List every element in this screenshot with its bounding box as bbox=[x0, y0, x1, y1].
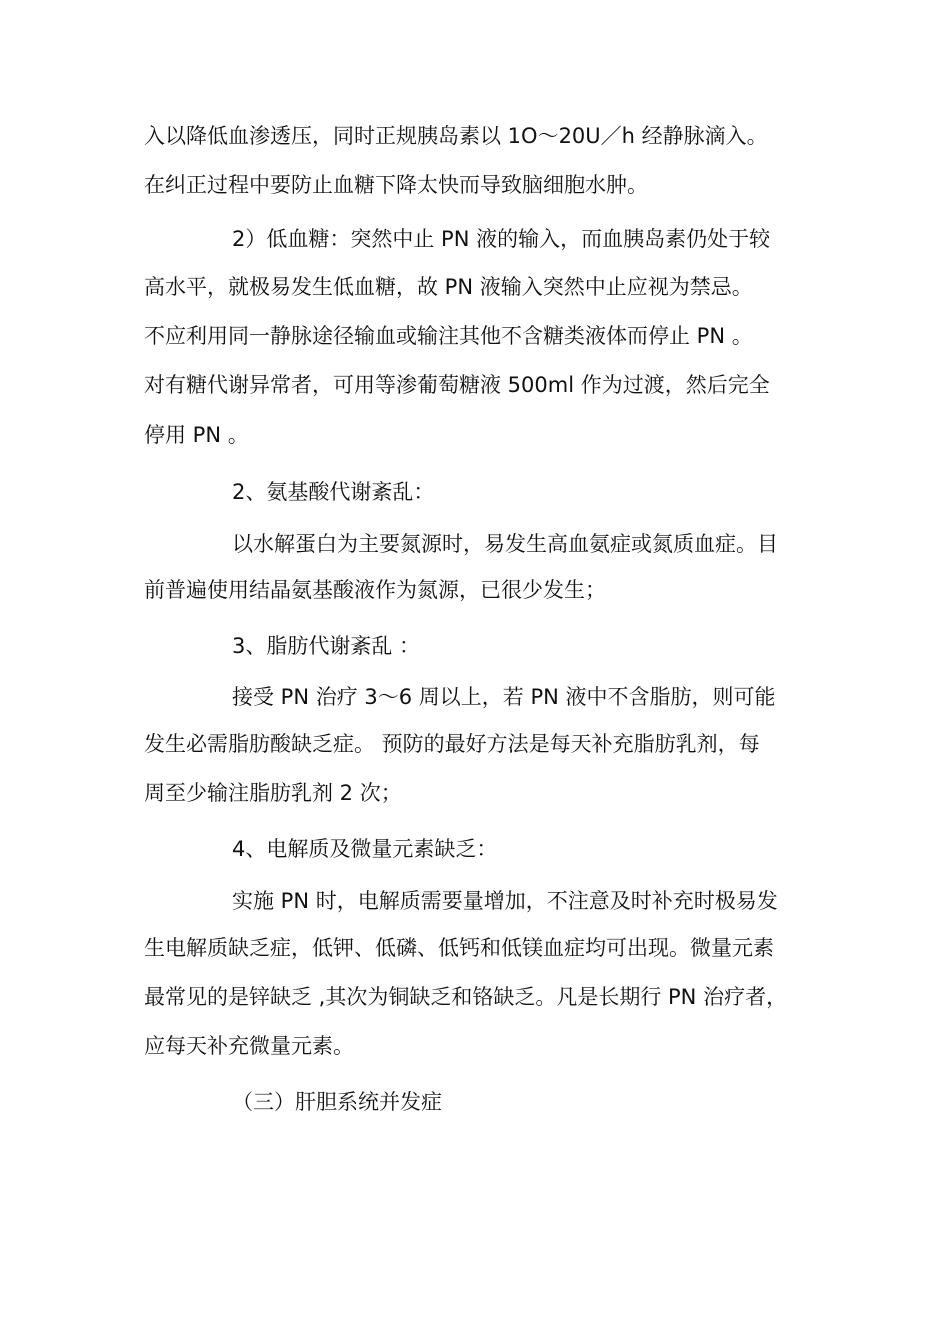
text-line: 前普遍使用结晶氨基酸液作为氮源，已很少发生； bbox=[144, 578, 606, 602]
paragraph-start-line: 接受 PN 治疗 3～6 周以上，若 PN 液中不含脂肪，则可能 bbox=[232, 685, 776, 709]
text-line: 应每天补充微量元素。 bbox=[144, 1034, 354, 1058]
section-heading: 2、氨基酸代谢紊乱： bbox=[232, 480, 435, 504]
paragraph-start-line: 以水解蛋白为主要氮源时，易发生高血氨症或氮质血症。目 bbox=[232, 532, 778, 556]
text-line: 发生必需脂肪酸缺乏症。 预防的最好方法是每天补充脂肪乳剂，每 bbox=[144, 732, 760, 756]
text-line: 在纠正过程中要防止血糖下降太快而导致脑细胞水肿。 bbox=[144, 173, 648, 197]
text-line: 生电解质缺乏症，低钾、低磷、低钙和低镁血症均可出现。微量元素 bbox=[144, 936, 774, 960]
text-line: 停用 PN 。 bbox=[144, 423, 249, 447]
text-line: 周至少输注脂肪乳剂 2 次； bbox=[144, 781, 402, 805]
text-line: 高水平，就极易发生低血糖，故 PN 液输入突然中止应视为禁忌。 bbox=[144, 275, 753, 299]
paragraph-start-line: 实施 PN 时，电解质需要量增加，不注意及时补充时极易发 bbox=[232, 889, 778, 913]
section-heading: 4、电解质及微量元素缺乏： bbox=[232, 837, 498, 861]
text-line: 最常见的是锌缺乏 ,其次为铜缺乏和铬缺乏。凡是长期行 PN 治疗者， bbox=[144, 985, 788, 1009]
text-line: 不应利用同一静脉途径输血或输注其他不含糖类液体而停止 PN 。 bbox=[144, 324, 753, 348]
section-heading: 3、脂肪代谢紊乱 ： bbox=[232, 634, 421, 658]
paragraph-start-line: 2）低血糖：突然中止 PN 液的输入，而血胰岛素仍处于较 bbox=[232, 227, 771, 251]
text-line: 入以降低血渗透压，同时正规胰岛素以 1O～20U／h 经静脉滴入。 bbox=[144, 124, 768, 148]
section-heading: （三）肝胆系统并发症 bbox=[232, 1090, 442, 1114]
text-line: 对有糖代谢异常者，可用等渗葡萄糖液 500ml 作为过渡，然后完全 bbox=[144, 373, 770, 397]
